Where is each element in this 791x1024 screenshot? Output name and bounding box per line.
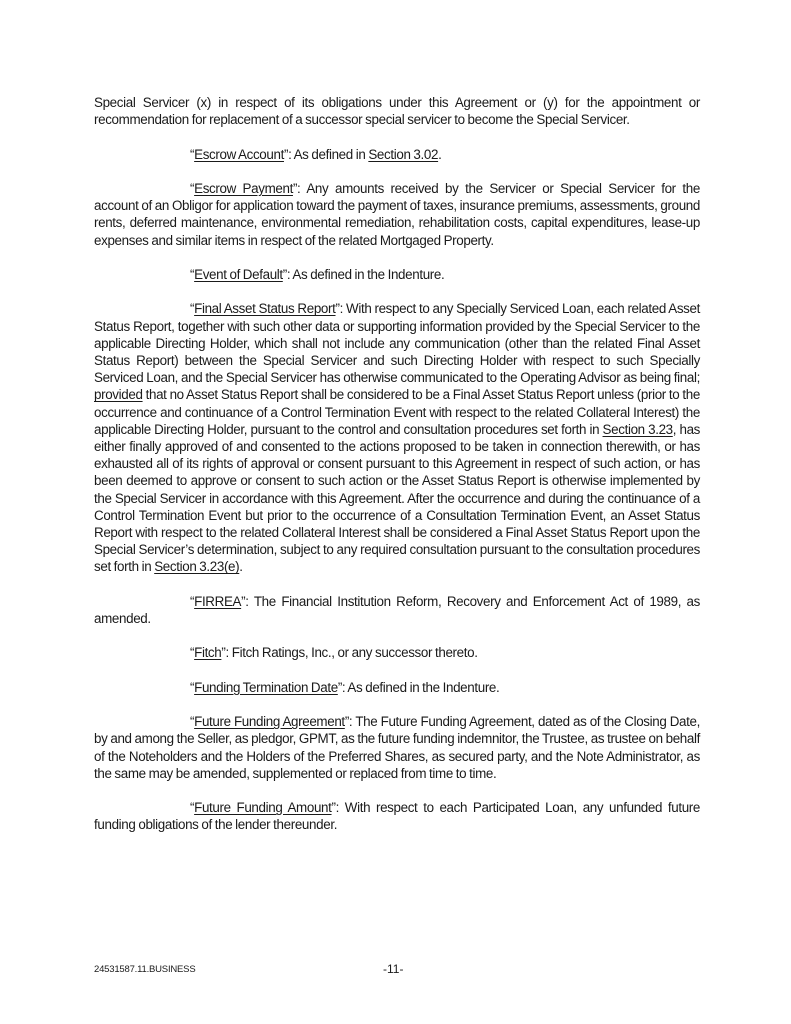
cross-reference: Section 3.23 [602, 421, 673, 437]
defined-term: Future Funding Agreement [194, 714, 345, 730]
defined-term: Event of Default [194, 266, 283, 282]
paragraph-text: ”: With respect to any Specially Serviced Loan, each related Asset Status Report, together with such other data or supporting information provided by the Special Servicer to the applicable Directing Holder, which shall not include any communication (other than the related Final Asset Status Report) between the Special Servicer and such Directing Holder with respect to such Specially Serviced Loan, and the Special Servicer has otherwise communicated to the Operating Advisor as being final; [94, 301, 700, 386]
footer-document-id: 24531587.11.BUSINESS [94, 964, 196, 975]
paragraph-text: “ [190, 714, 195, 730]
paragraph-text: ”: As defined in [283, 146, 369, 162]
definition-paragraph-final-asset-status-report [94, 300, 700, 575]
paragraph-text: “ [190, 146, 195, 162]
paragraph-text: . [438, 146, 442, 162]
definition-paragraph-firrea [94, 593, 700, 627]
paragraph-text: “ [190, 679, 195, 695]
definition-paragraph-continuation [94, 94, 700, 128]
paragraph-text: ”: As defined in the Indenture. [282, 266, 445, 282]
defined-term: Fitch [194, 645, 222, 661]
defined-term: FIRREA [194, 593, 242, 609]
definition-paragraph-fitch [94, 644, 700, 661]
paragraph-text: ”: As defined in the Indenture. [337, 679, 500, 695]
paragraph-text: “ [190, 645, 195, 661]
definition-paragraph-escrow-account [94, 146, 700, 163]
cross-reference: Section 3.23(e) [154, 559, 240, 575]
defined-term: Escrow Account [194, 146, 284, 162]
paragraph-text: “ [190, 266, 195, 282]
paragraph-text: ”: With respect to each Participated Loan, any unfunded future funding obligations of the lender thereunder. [94, 800, 701, 833]
paragraph-text: , has either finally approved of and consented to the actions proposed to be taken in connection therewith, or has exhausted all of its rights of approval or consent pursuant to this Agreement in respect of such action, or has been deemed to approve or consent to such action or the Asset Status Report is otherwise implemented by the Special Servicer in accordance with this Agreement. After the occurrence and during the continuance of a Control Termination Event but prior to the occurrence of a Consultation Termination Event, an Asset Status Report with respect to the related Collateral Interest shall be considered a Final Asset Status Report upon the Special Servicer’s determination, subject to any required consultation pursuant to the consultation procedures set forth in [94, 421, 701, 575]
paragraph-text: . [239, 559, 243, 575]
paragraph-text: ”: Fitch Ratings, Inc., or any successor thereto. [221, 645, 478, 661]
defined-term: Funding Termination Date [194, 679, 338, 695]
definition-paragraph-event-of-default [94, 266, 700, 283]
footer-page-number: -11- [383, 962, 404, 976]
defined-term: Escrow Payment [194, 180, 293, 196]
definition-paragraph-funding-termination-date [94, 679, 700, 696]
paragraph-text: ”: The Financial Institution Reform, Recovery and Enforcement Act of 1989, as amended. [94, 593, 700, 627]
paragraph-text: “ [190, 593, 195, 609]
cross-reference: provided [94, 387, 143, 403]
paragraph-text: that no Asset Status Report shall be considered to be a Final Asset Status Report unless (prior to the occurrence and continuance of a Control Termination Event with respect to the related Collateral Interest) the applicable Directing Holder, pursuant to the control and consultation procedures set forth in [94, 387, 700, 437]
paragraph-text: “ [190, 180, 195, 196]
document-body [94, 94, 700, 851]
paragraph-text: “ [190, 800, 195, 816]
paragraph-text: “ [190, 301, 195, 317]
definition-paragraph-future-funding-amount [94, 799, 700, 833]
paragraph-text: Special Servicer (x) in respect of its obligations under this Agreement or (y) for the appointment or recommendation for replacement of a successor special servicer to become the Special Servicer. [94, 95, 700, 128]
cross-reference: Section 3.02 [368, 146, 439, 162]
paragraph-text: ”: The Future Funding Agreement, dated as of the Closing Date, by and among the Seller, as pledgor, GPMT, as the future funding indemnitor, the Trustee, as trustee on behalf of the Noteholders and the Holders of the Preferred Shares, as secured party, and the Note Administrator, as the same may be amended, supplemented or replaced from time to time. [94, 714, 700, 781]
definition-paragraph-future-funding-agreement [94, 713, 700, 782]
defined-term: Future Funding Amount [194, 800, 332, 816]
definition-paragraph-escrow-payment [94, 180, 700, 249]
paragraph-text: ”: Any amounts received by the Servicer or Special Servicer for the account of an Obligor for application toward the payment of taxes, insurance premiums, assessments, ground rents, deferred maintenance, environmental remediation, rehabilitation costs, capital expenditures, lease-up expenses and similar items in respect of the related Mortgaged Property. [94, 180, 700, 248]
defined-term: Final Asset Status Report [194, 301, 336, 317]
